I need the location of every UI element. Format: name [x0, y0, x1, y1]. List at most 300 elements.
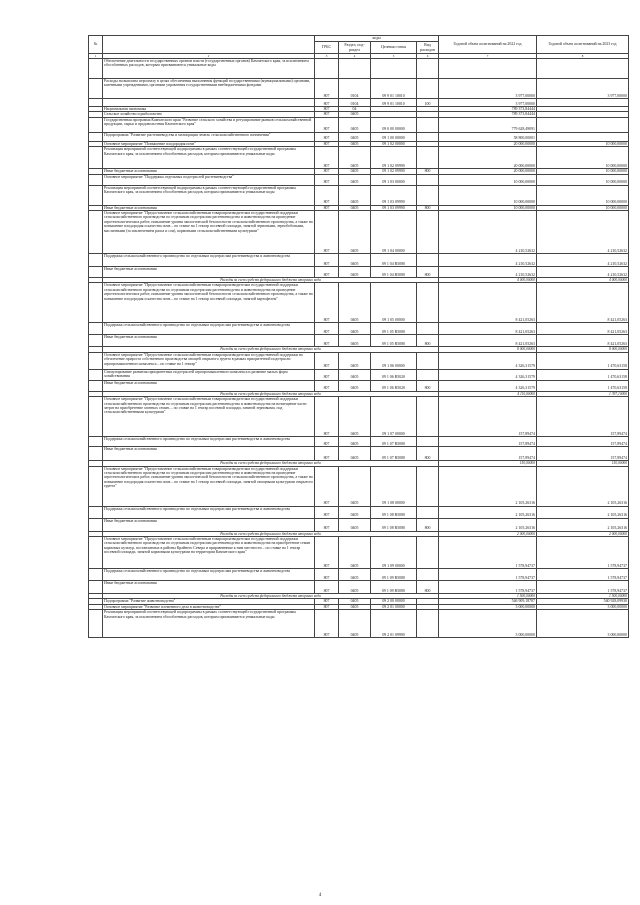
expense-type-code: 800 — [417, 267, 439, 278]
row-name: Иные бюджетные ассигнования — [103, 581, 315, 594]
col-num: 1 — [89, 54, 103, 59]
amount-2022: 3 000,00000 — [439, 610, 537, 638]
table-row — [89, 59, 629, 79]
row-number-cell — [89, 397, 103, 437]
section-code: 0405 — [339, 369, 371, 380]
row-name: Поддержка сельскохозяйственного производства по отдельным подотраслям растениеводства и животноводства — [103, 437, 315, 447]
target-article-code: 09 1 06 R5020 — [371, 380, 417, 391]
row-name: Иные бюджетные ассигнования — [103, 518, 315, 531]
table-row — [89, 335, 629, 347]
grbs-code: 807 — [315, 147, 339, 169]
row-number-cell — [89, 132, 103, 141]
target-article-code: 09 1 05 R5080 — [371, 335, 417, 347]
section-code: 04 — [339, 107, 371, 112]
target-article-code — [371, 59, 417, 79]
row-name: Иные бюджетные ассигнования — [103, 169, 315, 174]
amount-2023: 10 000,00000 — [537, 147, 629, 169]
row-name: Иные бюджетные ассигнования — [103, 205, 315, 210]
amount-2022: 4 326,31579 — [439, 369, 537, 380]
note-text: Расходы за счет средств федерального бюджета вторично кода — [103, 594, 439, 599]
grbs-code: 807 — [315, 267, 339, 278]
grbs-code: 807 — [315, 79, 339, 99]
row-name: Иные бюджетные ассигнования — [103, 380, 315, 391]
expense-type-code — [417, 537, 439, 569]
grbs-code: 807 — [315, 117, 339, 132]
table-row — [89, 352, 629, 369]
col-num: 4 — [339, 54, 371, 59]
grbs-code: 807 — [315, 335, 339, 347]
target-article-code: 09 1 06 00000 — [371, 352, 417, 369]
grbs-code: 807 — [315, 323, 339, 335]
note-text: Расходы за счет средств федерального бюджета вторично кода — [103, 347, 439, 352]
amount-2023: 4 210,52632 — [537, 211, 629, 254]
target-article-code: 09 1 00 00000 — [371, 132, 417, 141]
target-article-code: 09 1 07 R5080 — [371, 437, 417, 447]
amount-2023: 2 105,26316 — [537, 518, 629, 531]
expense-type-code: 800 — [417, 205, 439, 210]
row-name: Реализация мероприятий соответствующей подпрограммы в рамках соответствующей государственной программы Камчатского края, за исключением обособленных расходов, которым присваиваются уникальные коды — [103, 147, 315, 169]
col-header-grbs: ГРБС — [315, 42, 339, 54]
amount-2023: 540 928,09930 — [537, 599, 629, 604]
grbs-code: 807 — [315, 610, 339, 638]
target-article-code: 09 2 00 00000 — [371, 599, 417, 604]
page-number: 4 — [318, 893, 322, 898]
amount-2023: 4 210,52632 — [537, 267, 629, 278]
row-name — [103, 99, 315, 107]
note-value-2022: 4 000,00000 — [439, 278, 537, 283]
grbs-code: 807 — [315, 107, 339, 112]
budget-table — [88, 35, 629, 638]
grbs-code: 807 — [315, 506, 339, 518]
col-num: 6 — [417, 54, 439, 59]
section-code: 0405 — [339, 397, 371, 437]
amount-2023: 1 578,94737 — [537, 569, 629, 581]
target-article-code: 09 9 01 10010 — [371, 79, 417, 99]
expense-type-code — [417, 466, 439, 506]
amount-2022: 3 977,00000 — [439, 99, 537, 107]
row-number-cell — [89, 447, 103, 461]
note-value-2023: 2 000,00000 — [537, 531, 629, 536]
amount-2023: 4 210,52632 — [537, 254, 629, 267]
grbs-code: 807 — [315, 205, 339, 210]
note-text: Расходы за счет средств федерального бюджета вторично кода — [103, 278, 439, 283]
row-number-cell — [89, 518, 103, 531]
row-number-cell — [89, 335, 103, 347]
note-value-2023: 4 000,00000 — [537, 278, 629, 283]
row-number-cell — [89, 380, 103, 391]
grbs-code: 807 — [315, 352, 339, 369]
amount-2023: 10 000,00000 — [537, 205, 629, 210]
row-name: Иные бюджетные ассигнования — [103, 335, 315, 347]
row-number-cell — [89, 79, 103, 99]
section-code: 0405 — [339, 537, 371, 569]
target-article-code: 09 1 02 00000 — [371, 141, 417, 146]
amount-2022: 3 977,00000 — [439, 79, 537, 99]
row-name: Сельское хозяйство и рыболовство — [103, 112, 315, 117]
expense-type-code — [417, 132, 439, 141]
table-row — [89, 174, 629, 185]
amount-2023: 3 000,00000 — [537, 604, 629, 609]
target-article-code: 09 2 01 00000 — [371, 604, 417, 609]
section-code: 0405 — [339, 569, 371, 581]
amount-2023: 1 578,94737 — [537, 537, 629, 569]
target-article-code: 09 0 00 00000 — [371, 117, 417, 132]
table-row — [89, 117, 629, 132]
section-code: 0405 — [339, 267, 371, 278]
grbs-code: 807 — [315, 569, 339, 581]
col-num: 2 — [103, 54, 315, 59]
row-number-cell — [89, 117, 103, 132]
amount-2022: 1 578,94737 — [439, 581, 537, 594]
grbs-code: 807 — [315, 581, 339, 594]
amount-2022 — [439, 59, 537, 79]
section-code: 0405 — [339, 211, 371, 254]
amount-2023 — [537, 117, 629, 132]
table-row — [89, 466, 629, 506]
row-name: Основное мероприятие "Развитие племенного дела в животноводстве" — [103, 604, 315, 609]
expense-type-code: 100 — [417, 99, 439, 107]
table-row — [89, 569, 629, 581]
expense-type-code: 800 — [417, 581, 439, 594]
table-row — [89, 518, 629, 531]
amount-2023: 1 470,63158 — [537, 352, 629, 369]
amount-2022: 8 421,05263 — [439, 283, 537, 323]
amount-2023: 3 000,00000 — [537, 610, 629, 638]
section-code: 0405 — [339, 581, 371, 594]
note-value-2023: 150,00000 — [537, 461, 629, 466]
row-name: Поддержка сельскохозяйственного производства по отдельным подотраслям растениеводства и животноводства — [103, 569, 315, 581]
row-name: Основное мероприятие "Предоставление сельскохозяйственным товаропроизводителям государственной поддержки сельскохозяйственного производства по отдельным подотраслям растениеводства и животноводства на проведение агротехнологических работ, повышение уровня экологической безопасности сельскохозяйственного производства, а также на повышение плодородия и качества почв – по ставке на 1 гектар посевной площади, занятой картофелем" — [103, 283, 315, 323]
table-row — [89, 369, 629, 380]
amount-2023 — [537, 99, 629, 107]
target-article-code: 09 1 08 R5080 — [371, 518, 417, 531]
expense-type-code — [417, 610, 439, 638]
grbs-code: 807 — [315, 254, 339, 267]
col-num: 5 — [371, 54, 417, 59]
amount-2023: 10 000,00000 — [537, 174, 629, 185]
row-name: Обеспечение деятельности государственных органов власти (государственных органов) Камчатского края, за исключением обособленных расходов, которым присваиваются уникальные коды — [103, 59, 315, 79]
grbs-code: 807 — [315, 437, 339, 447]
row-number-cell — [89, 506, 103, 518]
row-name: Иные бюджетные ассигнования — [103, 447, 315, 461]
row-name: Основное мероприятие "Предоставление сельскохозяйственным товаропроизводителям государственной поддержки на обеспечение прироста собственного производства овощей открытого грунта в рамках приоритетной подотрасли агропромышленного комплекса – по ставке на 1 гектар" — [103, 352, 315, 369]
section-code: 0405 — [339, 169, 371, 174]
row-number-cell — [89, 59, 103, 79]
row-name: Расходы на выплаты персоналу в целях обеспечения выполнения функций государственными (муниципальными) органами, казенными учреждениями, органами управления государственными внебюджетными фондами — [103, 79, 315, 99]
row-name: Подпрограмма "Развитие растениеводства и мелиорация земель сельскохозяйственного назначения" — [103, 132, 315, 141]
target-article-code: 09 1 08 00000 — [371, 466, 417, 506]
row-number-cell — [89, 537, 103, 569]
amount-2023: 10 000,00000 — [537, 141, 629, 146]
row-name: Поддержка сельскохозяйственного производства по отдельным подотраслям растениеводства и животноводства — [103, 254, 315, 267]
row-number-cell — [89, 283, 103, 323]
target-article-code: 09 2 01 09990 — [371, 610, 417, 638]
table-row — [89, 610, 629, 638]
amount-2022: 3 000,00000 — [439, 604, 537, 609]
table-row — [89, 147, 629, 169]
section-code: 0405 — [339, 447, 371, 461]
amount-2022: 4 326,31579 — [439, 352, 537, 369]
amount-2022: 157,89474 — [439, 447, 537, 461]
amount-2023: 3 977,00000 — [537, 79, 629, 99]
target-article-code: 09 1 03 09990 — [371, 185, 417, 205]
note-value-2022: 1 500,00000 — [439, 594, 537, 599]
col-num: 8 — [537, 54, 629, 59]
row-name: Основное мероприятие "Предоставление сельскохозяйственным товаропроизводителям государственной поддержки сельскохозяйственного производства по отдельным подотраслям растениеводства и животноводства на приобретение семян кормовых культур, поставляемых в районы Крайнего Севера и приравненные к ним местности – по ставке на 1 гектар посевной площади, занятой кормовыми культурами на территории Камчатского края" — [103, 537, 315, 569]
section-code: 0405 — [339, 599, 371, 604]
row-number-cell — [89, 267, 103, 278]
amount-2022: 4 210,52632 — [439, 211, 537, 254]
expense-type-code — [417, 79, 439, 99]
target-article-code: 09 1 02 09990 — [371, 169, 417, 174]
grbs-code: 807 — [315, 537, 339, 569]
amount-2023: 10 000,00000 — [537, 185, 629, 205]
grbs-code — [315, 59, 339, 79]
target-article-code: 09 1 08 R5080 — [371, 506, 417, 518]
section-code: 0405 — [339, 335, 371, 347]
section-code: 0405 — [339, 141, 371, 146]
amount-2023: 8 421,05263 — [537, 283, 629, 323]
col-header-2023: Годовой объем ассигнований на 2023 год — [537, 36, 629, 54]
row-number-cell — [89, 254, 103, 267]
row-number-cell — [89, 352, 103, 369]
expense-type-code — [417, 369, 439, 380]
table-row — [89, 267, 629, 278]
row-name: Основное мероприятие "Поддержка отдельных подотраслей растениеводства" — [103, 174, 315, 185]
note-text: Расходы за счет средств федерального бюджета вторично кода — [103, 531, 439, 536]
amount-2022: 2 105,26316 — [439, 466, 537, 506]
col-num: 7 — [439, 54, 537, 59]
note-value-2022: 8 000,00000 — [439, 347, 537, 352]
section-code: 0405 — [339, 323, 371, 335]
row-number-cell — [89, 437, 103, 447]
section-code: 0405 — [339, 205, 371, 210]
amount-2023 — [537, 59, 629, 79]
amount-2022: 4 210,52632 — [439, 267, 537, 278]
grbs-code: 807 — [315, 185, 339, 205]
table-row — [89, 254, 629, 267]
row-number-cell — [89, 581, 103, 594]
row-number-cell — [89, 569, 103, 581]
section-code: 0405 — [339, 506, 371, 518]
amount-2022: 546 909,18787 — [439, 599, 537, 604]
table-row — [89, 211, 629, 254]
col-header-codes: коды — [315, 36, 439, 42]
amount-2022: 8 421,05263 — [439, 335, 537, 347]
expense-type-code — [417, 283, 439, 323]
target-article-code: 09 1 07 R5080 — [371, 447, 417, 461]
section-code — [339, 59, 371, 79]
section-code: 0405 — [339, 466, 371, 506]
section-code: 0405 — [339, 147, 371, 169]
amount-2022: 779 628,49091 — [439, 117, 537, 132]
grbs-code: 807 — [315, 604, 339, 609]
expense-type-code: 800 — [417, 169, 439, 174]
amount-2022: 2 105,26316 — [439, 518, 537, 531]
section-code: 0405 — [339, 174, 371, 185]
grbs-code: 807 — [315, 141, 339, 146]
col-num: 3 — [315, 54, 339, 59]
table-row — [89, 185, 629, 205]
section-code: 0405 — [339, 604, 371, 609]
target-article-code: 09 1 02 09990 — [371, 147, 417, 169]
expense-type-code: 800 — [417, 380, 439, 391]
target-article-code: 09 1 04 00000 — [371, 211, 417, 254]
target-article-code: 09 1 03 09990 — [371, 205, 417, 210]
amount-2022: 1 578,94737 — [439, 537, 537, 569]
grbs-code: 807 — [315, 599, 339, 604]
section-code: 0405 — [339, 112, 371, 117]
grbs-code: 807 — [315, 369, 339, 380]
note-value-2023: 1 397,10000 — [537, 391, 629, 396]
section-code: 0104 — [339, 99, 371, 107]
table-row — [89, 506, 629, 518]
amount-2023: 2 105,26316 — [537, 506, 629, 518]
section-code: 0405 — [339, 283, 371, 323]
grbs-code: 807 — [315, 447, 339, 461]
amount-2022: 789 373,84444 — [439, 112, 537, 117]
section-code: 0405 — [339, 352, 371, 369]
note-text: Расходы за счет средств федерального бюджета вторично кода — [103, 391, 439, 396]
amount-2022: 8 421,05263 — [439, 323, 537, 335]
expense-type-code — [417, 397, 439, 437]
section-code: 0405 — [339, 437, 371, 447]
expense-type-code — [417, 211, 439, 254]
section-code: 0405 — [339, 132, 371, 141]
amount-2023: 157,89474 — [537, 437, 629, 447]
amount-2023: 1 470,63158 — [537, 369, 629, 380]
table-row — [89, 132, 629, 141]
amount-2022: 20 000,00000 — [439, 141, 537, 146]
grbs-code: 807 — [315, 132, 339, 141]
target-article-code: 09 1 04 R5080 — [371, 254, 417, 267]
col-header-vr: Вид расходов — [417, 42, 439, 54]
expense-type-code — [417, 352, 439, 369]
row-number-cell — [89, 323, 103, 335]
grbs-code: 807 — [315, 99, 339, 107]
col-header-number: № — [89, 36, 103, 54]
expense-type-code — [417, 59, 439, 79]
expense-type-code — [417, 569, 439, 581]
row-name: Основное мероприятие "Предоставление сельскохозяйственным товаропроизводителям государственной поддержки сельскохозяйственного производства по отдельным подотраслям растениеводства и животноводства на возмещение части затрат на приобретение элитных семян, – по ставке на 1 гектар посевной площади, занятой зерновыми, под сельскохозяйственными культурами" — [103, 397, 315, 437]
grbs-code: 807 — [315, 397, 339, 437]
note-value-2022: 2 000,00000 — [439, 531, 537, 536]
note-value-2022: 150,00000 — [439, 461, 537, 466]
grbs-code: 807 — [315, 283, 339, 323]
note-value-2023: 1 500,00000 — [537, 594, 629, 599]
amount-2023: 10 000,00000 — [537, 169, 629, 174]
target-article-code: 09 1 05 00000 — [371, 283, 417, 323]
expense-type-code: 800 — [417, 335, 439, 347]
amount-2022: 20 000,00000 — [439, 169, 537, 174]
amount-2023 — [537, 132, 629, 141]
amount-2022: 1 578,94737 — [439, 569, 537, 581]
table-row — [89, 99, 629, 107]
row-name: Национальная экономика — [103, 107, 315, 112]
grbs-code: 807 — [315, 518, 339, 531]
col-header-cs: Целевая статья — [371, 42, 417, 54]
table-row — [89, 437, 629, 447]
table-row — [89, 79, 629, 99]
grbs-code: 807 — [315, 380, 339, 391]
section-code: 0405 — [339, 380, 371, 391]
expense-type-code — [417, 117, 439, 132]
amount-2022: 10 000,00000 — [439, 174, 537, 185]
grbs-code: 807 — [315, 169, 339, 174]
target-article-code: 09 1 09 R5080 — [371, 569, 417, 581]
budget-table-sheet — [88, 35, 628, 638]
grbs-code: 807 — [315, 211, 339, 254]
col-header-2022: Годовой объем ассигнований на 2022 год — [439, 36, 537, 54]
target-article-code: 09 1 05 R5080 — [371, 323, 417, 335]
section-code: 0405 — [339, 518, 371, 531]
amount-2022: 789 373,84444 — [439, 107, 537, 112]
table-row — [89, 447, 629, 461]
col-header-razd: Раздел, под-раздел — [339, 42, 371, 54]
expense-type-code — [417, 437, 439, 447]
section-code: 0405 — [339, 117, 371, 132]
table-row — [89, 380, 629, 391]
row-name: Реализация мероприятий соответствующей подпрограммы в рамках соответствующей государственной программы Камчатского края, за исключением обособленных расходов, которым присваиваются уникальные коды — [103, 610, 315, 638]
row-name: Иные бюджетные ассигнования — [103, 267, 315, 278]
expense-type-code — [417, 185, 439, 205]
target-article-code: 09 1 09 00000 — [371, 537, 417, 569]
amount-2023: 157,89474 — [537, 397, 629, 437]
target-article-code: 09 1 07 00000 — [371, 397, 417, 437]
section-code: 0405 — [339, 610, 371, 638]
row-number-cell — [89, 211, 103, 254]
amount-2022: 10 000,00000 — [439, 185, 537, 205]
target-article-code: 09 9 01 10010 — [371, 99, 417, 107]
amount-2023: 1 578,94737 — [537, 581, 629, 594]
grbs-code: 807 — [315, 174, 339, 185]
amount-2022: 20 000,00000 — [439, 147, 537, 169]
row-name: Основное мероприятие "Предоставление сельскохозяйственным товаропроизводителям государственной поддержки сельскохозяйственного производства по отдельным подотраслям растениеводства и животноводства на проведение агротехнологических работ, повышение уровня экологической безопасности сельскохозяйственного производства, а также на повышение плодородия и качества почв – по ставке на 1 гектар посевной площади, занятой зерновыми, зернобобовыми, масличными (за исключением рапса и сои), кормовыми сельскохозяйственными культурами" — [103, 211, 315, 254]
row-name: Основное мероприятие "Повышение плодородия почв" — [103, 141, 315, 146]
row-number-cell — [89, 174, 103, 185]
table-row — [89, 581, 629, 594]
amount-2022: 2 105,26316 — [439, 506, 537, 518]
row-number-cell — [89, 466, 103, 506]
amount-2022: 157,89474 — [439, 437, 537, 447]
amount-2022: 4 210,52632 — [439, 254, 537, 267]
amount-2023: 8 421,05263 — [537, 335, 629, 347]
amount-2023: 8 421,05263 — [537, 323, 629, 335]
row-name: Стимулирование развития приоритетных подотраслей агропромышленного комплекса и развитие малых форм хозяйствования — [103, 369, 315, 380]
row-name: Подпрограмма "Развитие животноводства" — [103, 599, 315, 604]
section-code: 0405 — [339, 185, 371, 205]
amount-2023: 1 470,63158 — [537, 380, 629, 391]
amount-2022: 157,89474 — [439, 397, 537, 437]
amount-2023: 2 105,26316 — [537, 466, 629, 506]
grbs-code: 807 — [315, 466, 339, 506]
expense-type-code: 800 — [417, 518, 439, 531]
note-value-2022: 4 110,00000 — [439, 391, 537, 396]
section-code: 0405 — [339, 254, 371, 267]
table-row — [89, 537, 629, 569]
row-number-cell — [89, 610, 103, 638]
amount-2022: 58 800,00001 — [439, 132, 537, 141]
amount-2023: 157,89474 — [537, 447, 629, 461]
target-article-code: 09 1 03 00000 — [371, 174, 417, 185]
target-article-code: 09 1 04 R5080 — [371, 267, 417, 278]
note-value-2023: 8 000,00000 — [537, 347, 629, 352]
row-name: Государственная программа Камчатского края "Развитие сельского хозяйства и регулирование рынков сельскохозяйственной продукции, сырья и продовольствия Камчатского края" — [103, 117, 315, 132]
target-article-code: 09 1 06 R5020 — [371, 369, 417, 380]
amount-2022: 10 000,00000 — [439, 205, 537, 210]
row-name: Поддержка сельскохозяйственного производства по отдельным подотраслям растениеводства и животноводства — [103, 506, 315, 518]
expense-type-code — [417, 174, 439, 185]
